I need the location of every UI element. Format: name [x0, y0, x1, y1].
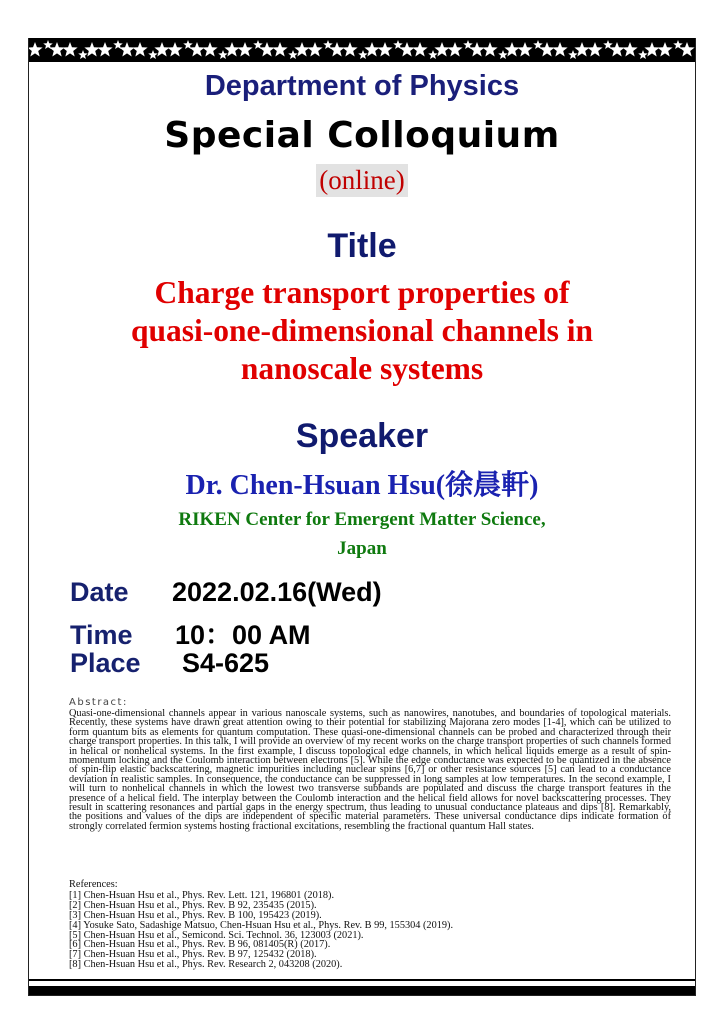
event-title: Special Colloquium — [164, 115, 560, 156]
format-badge: (online) — [316, 164, 407, 197]
star-icon — [78, 50, 88, 59]
speaker-heading: Speaker — [295, 417, 429, 455]
date-label: Date — [70, 577, 129, 607]
star-border-top — [29, 38, 695, 62]
star-icon — [218, 50, 228, 59]
star-icon — [167, 42, 182, 56]
reference-item: [3] Chen-Hsuan Hsu et al., Phys. Rev. B 100, 195423 (2019). — [69, 909, 322, 921]
star-icon — [62, 42, 77, 56]
star-icon — [412, 42, 427, 56]
star-icon — [342, 42, 357, 56]
star-icon — [552, 42, 567, 56]
reference-item: [5] Chen-Hsuan Hsu et al., Semicond. Sci. Technol. 36, 123003 (2021). — [69, 929, 364, 941]
star-icon — [638, 50, 648, 59]
format-wrapper — [30, 164, 694, 197]
reference-item: [7] Chen-Hsuan Hsu et al., Phys. Rev. B 97, 125432 (2018). — [69, 949, 317, 961]
star-pattern — [29, 38, 695, 62]
references-label: References: — [69, 879, 118, 890]
star-icon — [498, 50, 508, 59]
reference-item: [8] Chen-Hsuan Hsu et al., Phys. Rev. Research 2, 043208 (2020). — [69, 959, 343, 971]
star-icon — [428, 50, 438, 59]
place-value: S4-625 — [182, 648, 270, 678]
talk-title — [30, 274, 694, 388]
reference-item: [2] Chen-Hsuan Hsu et al., Phys. Rev. B 92, 235435 (2015). — [69, 899, 317, 911]
reference-item: [6] Chen-Hsuan Hsu et al., Phys. Rev. B 96, 081405(R) (2017). — [69, 939, 331, 951]
date-row — [70, 577, 382, 608]
affiliation-line: RIKEN Center for Emergent Matter Science, — [178, 509, 546, 530]
date-value: 2022.02.16(Wed) — [172, 577, 382, 607]
place-row — [70, 648, 269, 679]
star-icon — [517, 42, 532, 56]
star-icon — [148, 50, 158, 59]
abstract-label: Abstract: — [69, 697, 128, 708]
star-icon — [447, 42, 462, 56]
star-icon — [587, 42, 602, 56]
star-icon — [288, 50, 298, 59]
time-value: 10：00 AM — [175, 620, 311, 650]
talk-title-line: nanoscale systems — [240, 351, 484, 386]
star-icon — [132, 42, 147, 56]
star-icon — [237, 42, 252, 56]
star-icon — [657, 42, 672, 56]
title-heading: Title — [327, 227, 397, 265]
speaker-affiliation — [30, 505, 694, 563]
talk-title-line: Charge transport properties of — [154, 275, 570, 310]
star-icon — [29, 42, 43, 56]
star-icon — [377, 42, 392, 56]
star-icon — [307, 42, 322, 56]
reference-item: [1] Chen-Hsuan Hsu et al., Phys. Rev. Lett. 121, 196801 (2018). — [69, 889, 335, 901]
abstract-text: Quasi-one-dimensional channels appear in various nanoscale systems, such as nanowires, nanotubes, and boundaries of topological materials. Recently, these systems have drawn great attention owing to their potential for stabilizing Majorana zero modes [1-4], which can be utilized to form quantum bits as elements for quantum computation. These quasi-one-dimensional channels can be probed and characterized through their charge transport properties. In this talk, I will provide an overview of my recent works on the charge transport properties of such channels formed in helical or nonhelical systems. In the first example, I discuss topological edge channels, in which helical liquids emerge as a result of spin-momentum locking and the Coulomb interaction between electrons [5]. While the edge conductance was expected to be quantized in the absence of spin-flip elastic backscattering, magnetic impurities including nuclear spins [6,7] or other resistance sources [5] can lead to a conductance deviation in realistic samples. In consequence, the conductance can be suppressed in long samples at low temperatures. In the second example, I will turn to nonhelical channels in which the lowest two transverse subbands are populated and discuss the charge transport features in the presence of a helical field. The interplay between the Coulomb interaction and the helical field allows for novel backscattering processes. They result in scattering resonances and partial gaps in the energy spectrum, thus leading to unusual conductance plateaus and dips [8]. Remarkably, the positions and values of the dips are independent of specific material parameters. These universal conductance dips indicate formation of strongly correlated fermion systems hosting fractional excitations, resembling the fractional quantum Hall states. — [69, 708, 671, 832]
references — [69, 880, 671, 970]
star-icon — [568, 50, 578, 59]
department-name: Department of Physics — [204, 70, 520, 102]
affiliation-line: Japan — [337, 538, 387, 559]
star-icon — [97, 42, 112, 56]
star-icon — [202, 42, 217, 56]
bottom-border — [29, 986, 695, 995]
bottom-rule — [29, 979, 695, 981]
time-row — [70, 613, 311, 652]
talk-title-line: quasi-one-dimensional channels in — [130, 313, 594, 348]
speaker-name: Dr. Chen-Hsuan Hsu(徐晨軒) — [185, 470, 539, 501]
star-icon — [482, 42, 497, 56]
star-icon — [358, 50, 368, 59]
star-icon — [272, 42, 287, 56]
reference-item: [4] Yosuke Sato, Sadashige Matsuo, Chen-Hsuan Hsu et al., Phys. Rev. B 99, 155304 (2019). — [69, 919, 454, 931]
place-label: Place — [70, 648, 141, 678]
star-icon — [622, 42, 637, 56]
time-label: Time — [70, 620, 133, 650]
